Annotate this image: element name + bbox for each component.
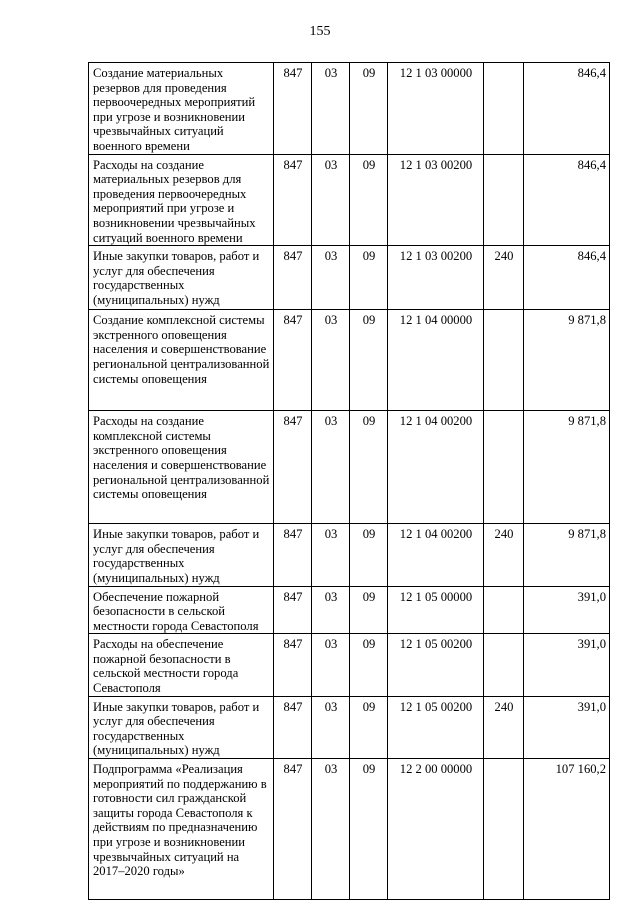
expense-name-cell: Расходы на обеспечение пожарной безопасности в сельской местности города Севастополя: [89, 634, 274, 696]
expense-type-cell: [484, 63, 524, 155]
amount-cell: 9 871,8: [524, 411, 610, 524]
table-row: [89, 154, 610, 246]
section-code-cell: 03: [312, 696, 350, 758]
grbs-code-cell: 847: [274, 411, 312, 524]
budget-table: [88, 62, 610, 900]
section-code-cell: 03: [312, 524, 350, 586]
target-article-cell: 12 1 05 00200: [388, 696, 484, 758]
target-article-cell: 12 1 04 00000: [388, 310, 484, 411]
grbs-code-cell: 847: [274, 154, 312, 246]
grbs-code-cell: 847: [274, 524, 312, 586]
grbs-code-cell: 847: [274, 246, 312, 310]
subsection-code-cell: 09: [350, 524, 388, 586]
subsection-code-cell: 09: [350, 634, 388, 696]
section-code-cell: 03: [312, 759, 350, 900]
target-article-cell: 12 1 03 00200: [388, 154, 484, 246]
expense-name-cell: Подпрограмма «Реализация мероприятий по поддержанию в готовности сил гражданской защиты города Севастополя к действиям по предназначению при угрозе и возникновении чрезвычайных ситуаций на 2017–2020 годы»: [89, 759, 274, 900]
grbs-code-cell: 847: [274, 63, 312, 155]
amount-cell: 391,0: [524, 586, 610, 634]
expense-name-cell: Расходы на создание комплексной системы экстренного оповещения населения и совершенствование региональной централизованной системы оповещения: [89, 411, 274, 524]
grbs-code-cell: 847: [274, 586, 312, 634]
table-row: [89, 310, 610, 411]
expense-name-cell: Создание комплексной системы экстренного оповещения населения и совершенствование региональной централизованной системы оповещения: [89, 310, 274, 411]
subsection-code-cell: 09: [350, 586, 388, 634]
section-code-cell: 03: [312, 586, 350, 634]
target-article-cell: 12 1 03 00200: [388, 246, 484, 310]
grbs-code-cell: 847: [274, 634, 312, 696]
expense-name-cell: Создание материальных резервов для проведения первоочередных мероприятий при угрозе и возникновении чрезвычайных ситуаций военного времени: [89, 63, 274, 155]
expense-type-cell: [484, 759, 524, 900]
grbs-code-cell: 847: [274, 310, 312, 411]
expense-type-cell: [484, 154, 524, 246]
table-row: [89, 634, 610, 696]
amount-cell: 846,4: [524, 246, 610, 310]
expense-type-cell: [484, 310, 524, 411]
grbs-code-cell: 847: [274, 696, 312, 758]
amount-cell: 846,4: [524, 154, 610, 246]
expense-type-cell: 240: [484, 696, 524, 758]
grbs-code-cell: 847: [274, 759, 312, 900]
table-row: [89, 411, 610, 524]
subsection-code-cell: 09: [350, 310, 388, 411]
target-article-cell: 12 1 04 00200: [388, 524, 484, 586]
subsection-code-cell: 09: [350, 696, 388, 758]
section-code-cell: 03: [312, 310, 350, 411]
section-code-cell: 03: [312, 634, 350, 696]
expense-type-cell: [484, 634, 524, 696]
table-row: [89, 586, 610, 634]
table-row: [89, 696, 610, 758]
section-code-cell: 03: [312, 154, 350, 246]
subsection-code-cell: 09: [350, 759, 388, 900]
section-code-cell: 03: [312, 246, 350, 310]
expense-name-cell: Иные закупки товаров, работ и услуг для обеспечения государственных (муниципальных) нужд: [89, 524, 274, 586]
target-article-cell: 12 2 00 00000: [388, 759, 484, 900]
table-row: [89, 63, 610, 155]
page-number: 155: [309, 24, 331, 39]
table-row: [89, 759, 610, 900]
expense-name-cell: Расходы на создание материальных резервов для проведения первоочередных мероприятий при угрозе и возникновении чрезвычайных ситуаций военного времени: [89, 154, 274, 246]
amount-cell: 391,0: [524, 696, 610, 758]
amount-cell: 9 871,8: [524, 524, 610, 586]
amount-cell: 9 871,8: [524, 310, 610, 411]
expense-type-cell: 240: [484, 246, 524, 310]
target-article-cell: 12 1 04 00200: [388, 411, 484, 524]
section-code-cell: 03: [312, 411, 350, 524]
expense-name-cell: Иные закупки товаров, работ и услуг для обеспечения государственных (муниципальных) нужд: [89, 246, 274, 310]
subsection-code-cell: 09: [350, 63, 388, 155]
target-article-cell: 12 1 03 00000: [388, 63, 484, 155]
amount-cell: 391,0: [524, 634, 610, 696]
target-article-cell: 12 1 05 00000: [388, 586, 484, 634]
subsection-code-cell: 09: [350, 411, 388, 524]
target-article-cell: 12 1 05 00200: [388, 634, 484, 696]
table-row: [89, 246, 610, 310]
subsection-code-cell: 09: [350, 154, 388, 246]
expense-type-cell: [484, 411, 524, 524]
expense-type-cell: 240: [484, 524, 524, 586]
expense-name-cell: Обеспечение пожарной безопасности в сельской местности города Севастополя: [89, 586, 274, 634]
expense-type-cell: [484, 586, 524, 634]
table-row: [89, 524, 610, 586]
expense-name-cell: Иные закупки товаров, работ и услуг для обеспечения государственных (муниципальных) нужд: [89, 696, 274, 758]
amount-cell: 846,4: [524, 63, 610, 155]
section-code-cell: 03: [312, 63, 350, 155]
amount-cell: 107 160,2: [524, 759, 610, 900]
subsection-code-cell: 09: [350, 246, 388, 310]
